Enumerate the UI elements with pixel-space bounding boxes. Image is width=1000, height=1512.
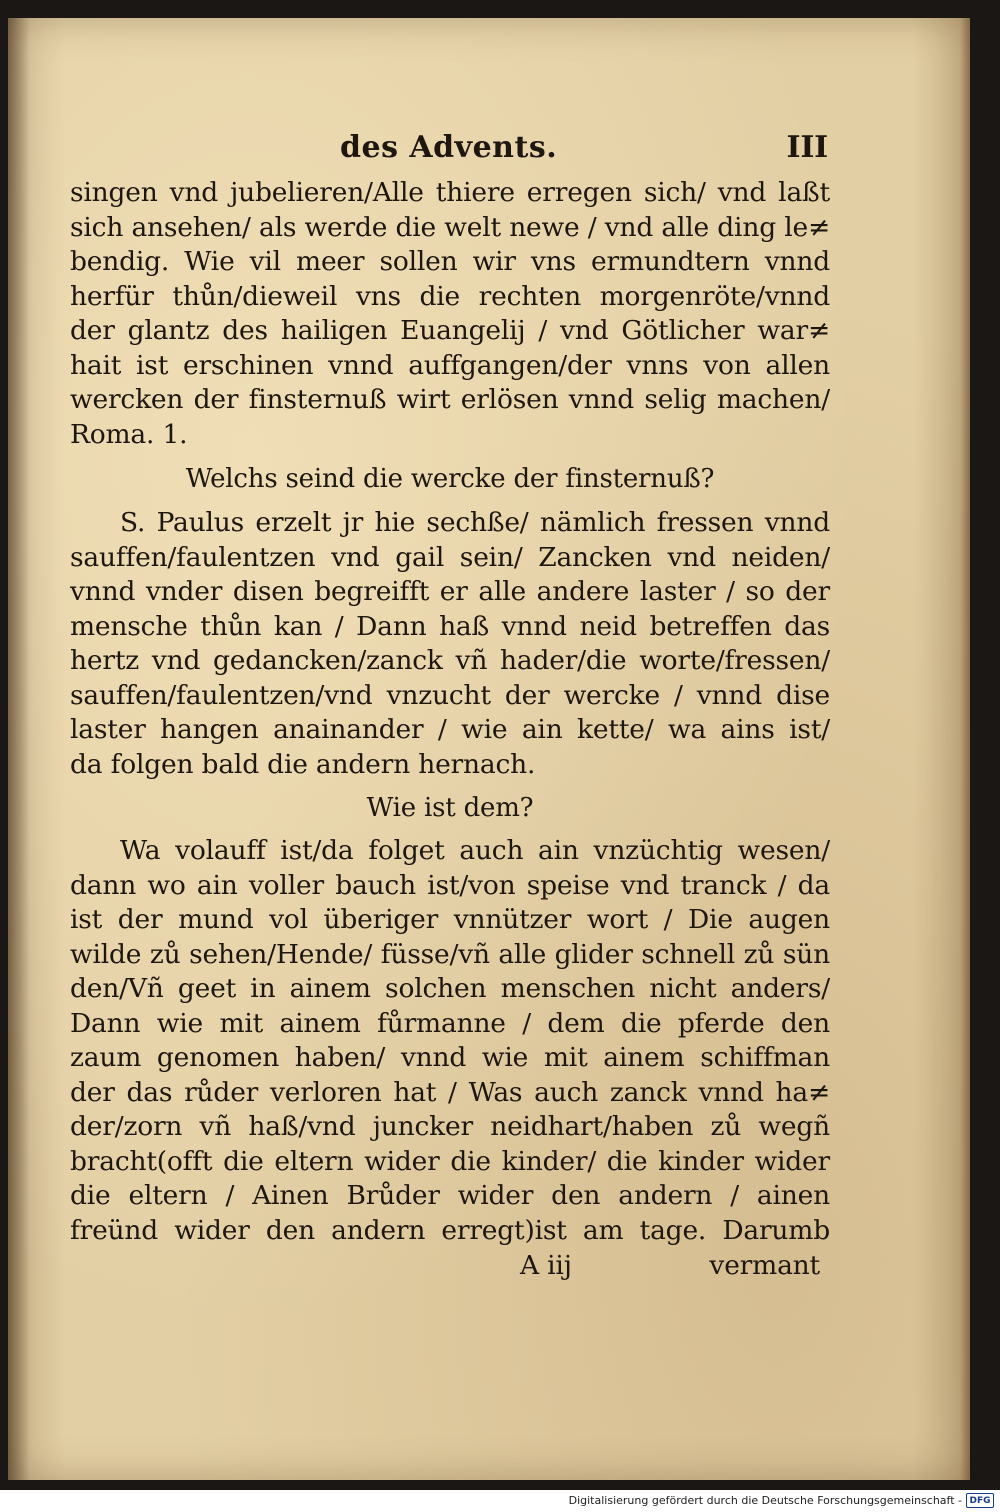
question-heading: Welchs seind die wercke der finsternuß? [185, 464, 715, 494]
text-line: wilde zů sehen/Hende/ füsse/vñ alle glider schnell zů sün [70, 938, 830, 970]
running-title: des Advents. [340, 130, 558, 165]
text-line: dann wo ain voller bauch ist/von speise vnd tranck / da [70, 869, 830, 901]
digitization-credit: Digitalisierung gefördert durch die Deutsche Forschungsgemeinschaft - [568, 1494, 962, 1507]
text-line: hait ist erschinen vnnd auffgangen/der vnns von allen [70, 349, 830, 381]
catchword: vermant [709, 1250, 820, 1281]
text-line: Wa volauff ist/da folget auch ain vnzüchtig wesen/ [120, 835, 830, 866]
text-line: Roma. 1. [70, 418, 188, 450]
text-line: der glantz des hailigen Euangelij / vnd Götlicher war≠ [70, 315, 830, 346]
text-line: freünd wider den andern erregt)ist am tage. Darumb [70, 1214, 830, 1246]
signature-mark: A iij [520, 1250, 572, 1281]
text-line: zaum genomen haben/ vnnd wie mit ainem schiffman [70, 1042, 830, 1073]
text-line: hertz vnd gedancken/zanck vñ hader/die worte/fressen/ [70, 645, 830, 676]
folio-number: III [786, 130, 828, 165]
text-line: die eltern / Ainen Brůder wider den andern / ainen [70, 1180, 830, 1211]
text-line: bendig. Wie vil meer sollen wir vns ermundtern vnnd [70, 246, 830, 277]
paragraph-3 [70, 834, 830, 1248]
text-line: S. Paulus erzelt jr hie sechße/ nämlich fressen vnnd [120, 507, 830, 538]
text-line: den/Vñ geet in ainem solchen menschen nicht anders/ [70, 973, 830, 1004]
text-line: sauffen/faulentzen/vnd vnzucht der wercke / vnnd dise [70, 679, 830, 711]
dfg-logo-icon: DFG [966, 1493, 994, 1508]
text-line: laster hangen anainander / wie ain kette/ wa ains ist/ [70, 714, 830, 745]
text-line: mensche thůn kan / Dann haß vnnd neid betreffen das [70, 610, 830, 642]
text-line: Dann wie mit ainem fůrmanne / dem die pferde den [70, 1007, 830, 1039]
text-line: der das růder verloren hat / Was auch zanck vnnd ha≠ [70, 1076, 830, 1108]
page-gutter-shadow [8, 18, 30, 1480]
book-page [8, 18, 970, 1480]
page-foot [70, 1248, 830, 1284]
footer-bar [0, 1490, 1000, 1512]
text-line: herfür thůn/dieweil vns die rechten morgenröte/vnnd [70, 280, 830, 312]
text-line: singen vnd jubelieren/Alle thiere erregen sich/ vnd laßt [70, 177, 830, 208]
paragraph-2 [70, 506, 830, 782]
page-text [70, 130, 830, 1284]
paragraph-1 [70, 176, 830, 452]
page-edge-shadow [960, 18, 970, 1480]
text-line: da folgen bald die andern hernach. [70, 748, 536, 780]
text-line: sauffen/faulentzen vnd gail sein/ Zancken vnd neiden/ [70, 541, 830, 573]
question-heading: Wie ist dem? [366, 793, 534, 823]
text-line: ist der mund vol überiger vnnützer wort / Die augen [70, 904, 830, 935]
running-header [340, 130, 830, 176]
text-line: sich ansehen/ als werde die welt newe / vnd alle ding le≠ [70, 211, 830, 243]
text-line: wercken der finsternuß wirt erlösen vnnd selig machen/ [70, 384, 830, 415]
text-line: bracht(offt die eltern wider die kinder/ die kinder wider [70, 1145, 830, 1177]
text-line: der/zorn vñ haß/vnd juncker neidhart/haben zů wegñ [70, 1111, 830, 1142]
text-line: vnnd vnder disen begreifft er alle andere laster / so der [70, 576, 830, 607]
